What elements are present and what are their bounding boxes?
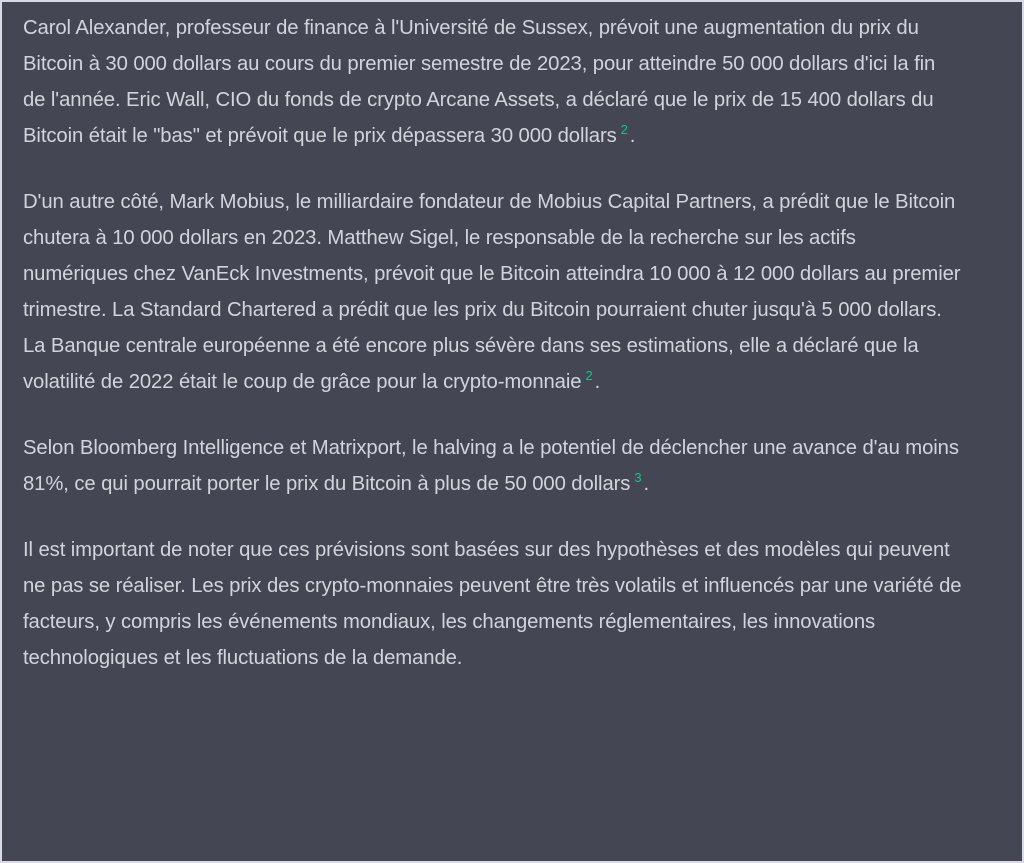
citation-link[interactable]: 2 — [620, 122, 628, 137]
paragraph-text: Il est important de noter que ces prévisions sont basées sur des hypothèses et des modèles qui peuvent ne pas se réaliser. Les prix des crypto-monnaies peuvent être très volatils et influencés par une variété de facteurs, y compris les événements mondiaux, les changements réglementaires, les innovations technologiques et les fluctuations de la demande. — [23, 539, 962, 669]
paragraph-end: . — [643, 473, 650, 495]
message-paragraph-2 — [23, 184, 963, 400]
paragraph-text: Carol Alexander, professeur de finance à l'Université de Sussex, prévoit une augmentation du prix du Bitcoin à 30 000 dollars au cours du premier semestre de 2023, pour atteindre 50 000 dollars d'ici la fin de l'année. Eric Wall, CIO du fonds de crypto Arcane Assets, a déclaré que le prix de 15 400 dollars du Bitcoin était le "bas" et prévoit que le prix dépassera 30 000 dollars — [23, 17, 936, 147]
assistant-message — [23, 10, 963, 676]
message-paragraph-3 — [23, 430, 963, 502]
citation-link[interactable]: 2 — [585, 368, 593, 383]
paragraph-end: . — [594, 371, 601, 393]
message-paragraph-1 — [23, 10, 963, 154]
message-paragraph-4 — [23, 532, 963, 676]
citation-link[interactable]: 3 — [634, 470, 642, 485]
paragraph-text: D'un autre côté, Mark Mobius, le milliardaire fondateur de Mobius Capital Partners, a prédit que le Bitcoin chutera à 10 000 dollars en 2023. Matthew Sigel, le responsable de la recherche sur les actifs numériques chez VanEck Investments, prévoit que le Bitcoin atteindra 10 000 à 12 000 dollars au premier trimestre. La Standard Chartered a prédit que les prix du Bitcoin pourraient chuter jusqu'à 5 000 dollars. La Banque centrale européenne a été encore plus sévère dans ses estimations, elle a déclaré que la volatilité de 2022 était le coup de grâce pour la crypto-monnaie — [23, 191, 961, 393]
paragraph-text: Selon Bloomberg Intelligence et Matrixport, le halving a le potentiel de déclencher une avance d'au moins 81%, ce qui pourrait porter le prix du Bitcoin à plus de 50 000 dollars — [23, 437, 959, 495]
paragraph-end: . — [629, 125, 636, 147]
